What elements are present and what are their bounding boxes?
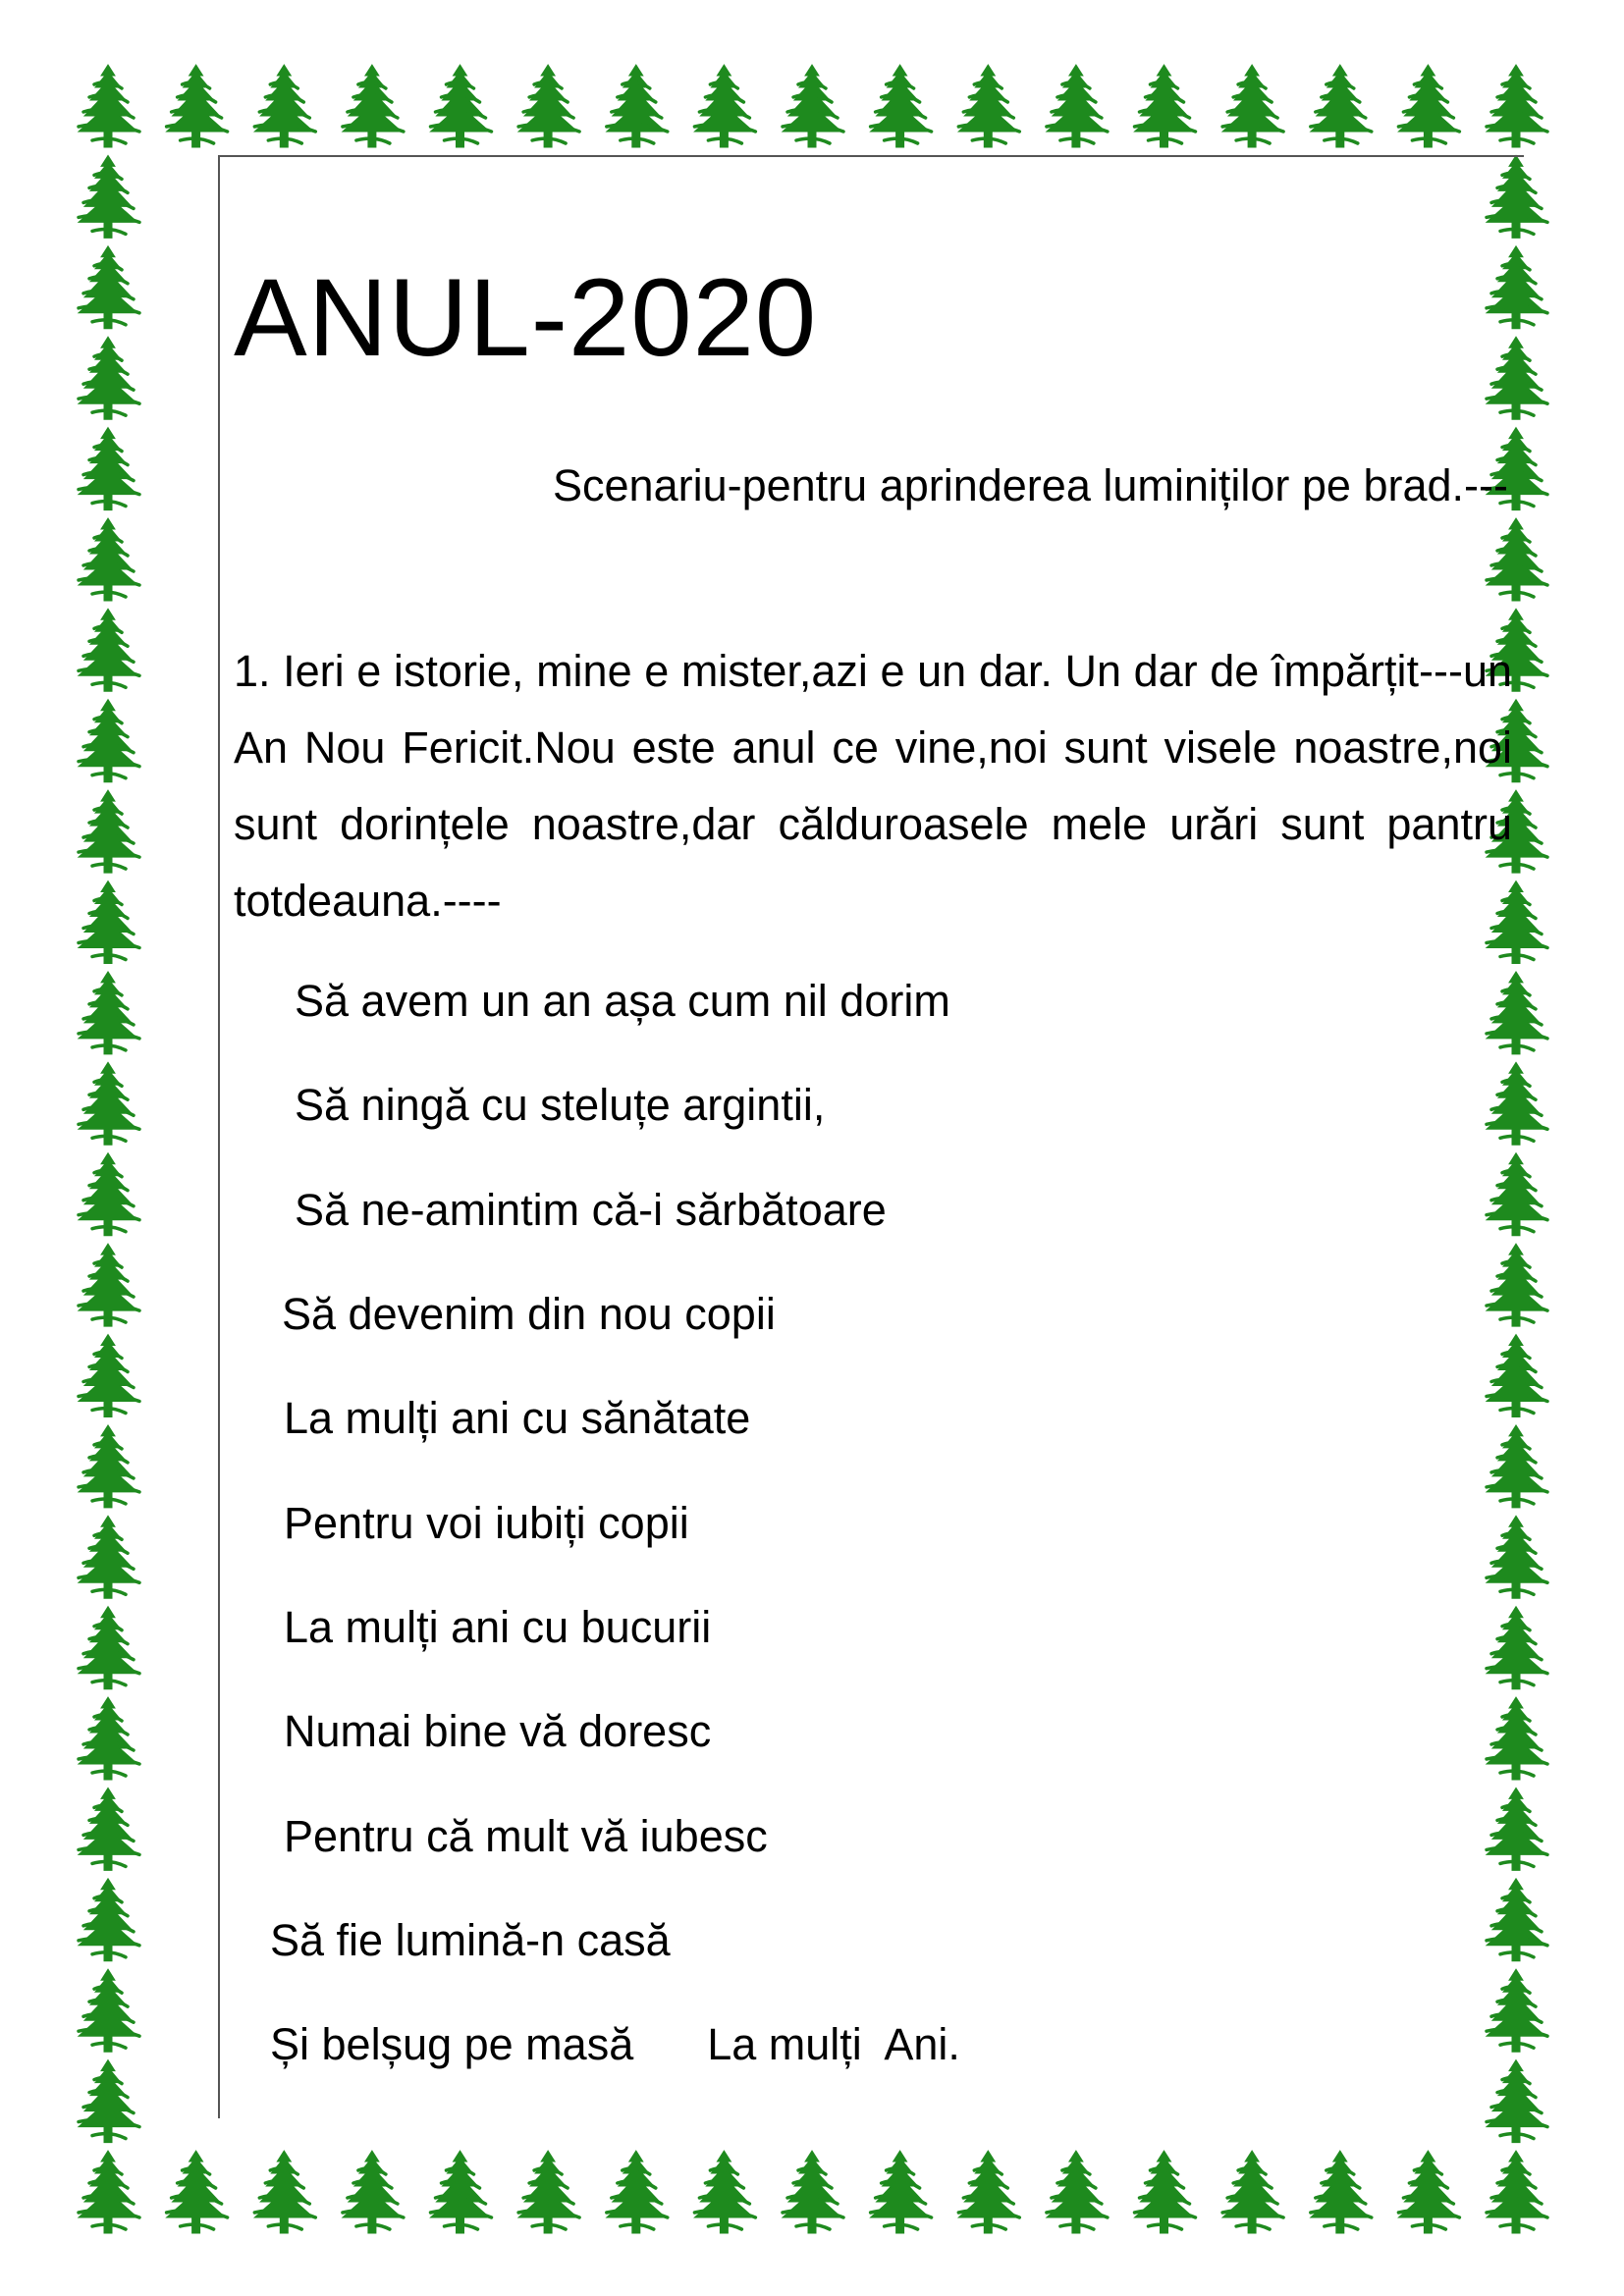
tree-icon (79, 518, 139, 601)
tree-icon (79, 1516, 139, 1598)
verse-line-11: Și belșug pe masă La mulți Ani. (270, 2019, 960, 2069)
tree-icon (79, 1153, 139, 1236)
verse-line-7: La mulți ani cu bucurii (284, 1602, 712, 1652)
tree-icon (607, 65, 668, 147)
tree-icon (79, 1335, 139, 1417)
tree-icon (958, 65, 1019, 147)
tree-icon (79, 1062, 139, 1145)
tree-icon (431, 65, 492, 147)
tree-icon (1222, 65, 1283, 147)
tree-icon (871, 2151, 932, 2233)
tree-icon (1487, 65, 1547, 147)
tree-icon (79, 337, 139, 419)
tree-icon (518, 2151, 579, 2233)
verse-line-9: Pentru că mult vă iubesc (284, 1811, 768, 1861)
tree-icon (783, 2151, 843, 2233)
verse-line-8: Numai bine vă doresc (284, 1706, 712, 1756)
page-title: ANUL-2020 (234, 256, 818, 379)
tree-icon (783, 65, 843, 147)
verse-line-1: Să avem un an așa cum nil dorim (295, 976, 950, 1026)
tree-icon (431, 2151, 492, 2233)
tree-icon (79, 1969, 139, 2052)
tree-icon (1398, 2151, 1459, 2233)
tree-icon (518, 65, 579, 147)
tree-icon (254, 2151, 315, 2233)
tree-icon (79, 1697, 139, 1780)
tree-icon (79, 1607, 139, 1689)
tree-icon (167, 2151, 228, 2233)
tree-icon (79, 2151, 139, 2233)
tree-icon (694, 65, 755, 147)
tree-icon (167, 65, 228, 147)
tree-icon (1311, 65, 1372, 147)
tree-icon (958, 2151, 1019, 2233)
verse-line-3: Să ne-amintim că-i sărbătoare (295, 1185, 887, 1235)
tree-icon (79, 1788, 139, 1870)
tree-icon (79, 246, 139, 329)
verse-line-2: Să ningă cu steluțe argintii, (295, 1080, 826, 1130)
tree-icon (1047, 65, 1108, 147)
tree-icon (79, 790, 139, 873)
tree-icon (79, 1425, 139, 1508)
intro-paragraph: Scenariu-pentru aprinderea luminiților pe brad.--- (553, 460, 1508, 510)
tree-icon (1047, 2151, 1108, 2233)
tree-icon (343, 65, 404, 147)
tree-icon (79, 1244, 139, 1326)
tree-icon (79, 2060, 139, 2143)
tree-icon (79, 700, 139, 782)
tree-icon (79, 972, 139, 1054)
paragraph-1: 1. Ieri e istorie, mine e mister,azi e un dar. Un dar de împărțit---un An Nou Fericit.Nou este anul ce vine,noi sunt visele noastre,noi sunt dorințele noastre,dar călduroasele mele urări sunt pantru totdeauna.---- (234, 646, 1512, 926)
tree-icon (254, 65, 315, 147)
tree-icon (79, 155, 139, 238)
tree-icon (1135, 2151, 1196, 2233)
tree-icon (343, 2151, 404, 2233)
tree-icon (694, 2151, 755, 2233)
tree-icon (1487, 2151, 1547, 2233)
tree-icon (1398, 65, 1459, 147)
verse-line-6: Pentru voi iubiți copii (284, 1498, 689, 1548)
tree-icon (1135, 65, 1196, 147)
tree-icon (1222, 2151, 1283, 2233)
tree-icon (79, 609, 139, 691)
tree-icon (79, 881, 139, 964)
tree-icon (1311, 2151, 1372, 2233)
verse-line-5: La mulți ani cu sănătate (284, 1393, 751, 1443)
tree-icon (79, 65, 139, 147)
tree-icon (607, 2151, 668, 2233)
tree-icon (79, 428, 139, 510)
tree-icon (79, 1879, 139, 1961)
verse-line-10: Să fie lumină-n casă (270, 1915, 671, 1965)
tree-icon (871, 65, 932, 147)
verse-line-4: Să devenim din nou copii (282, 1289, 776, 1339)
